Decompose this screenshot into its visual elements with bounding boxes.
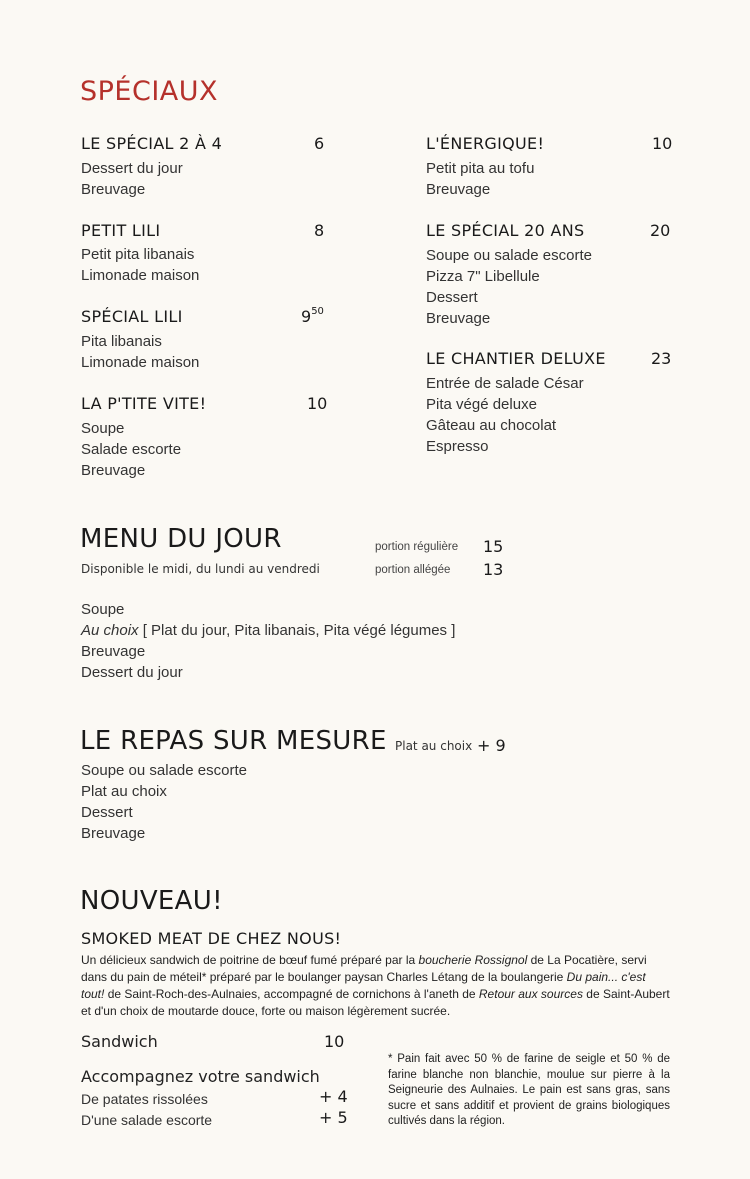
item-price: 10 [307, 394, 328, 413]
smoked-meat-title: SMOKED MEAT DE CHEZ NOUS! [81, 929, 342, 948]
item-title: LE SPÉCIAL 20 ANS [426, 221, 585, 240]
section-title-repas-sur-mesure: LE REPAS SUR MESURE [80, 726, 387, 756]
item-title: SPÉCIAL LILI [81, 307, 183, 326]
portion-light-label: portion allégée [375, 564, 451, 576]
item-title: LE CHANTIER DELUXE [426, 349, 606, 368]
item-description: Petit pita au tofu Breuvage [426, 160, 535, 198]
portion-light-price: 13 [483, 560, 504, 579]
item-title: L'ÉNERGIQUE! [426, 134, 545, 153]
sandwich-label: Sandwich [81, 1032, 158, 1051]
menu-du-jour-content: Soupe Au choix [ Plat du jour, Pita libanais, Pita végé légumes ] Breuvage Dessert du jour [81, 601, 456, 681]
bread-footnote: * Pain fait avec 50 % de farine de seigle et 50 % de farine blanche non blanchie, moulue sur pierre à la Seigneurie des Aulnaies. Le pain est sans gras, sans sucre et sans additif et provient de grains biologiques cultivés dans la région. [388, 1053, 670, 1127]
sandwich-price: 10 [324, 1032, 345, 1051]
smoked-meat-description: Un délicieux sandwich de poitrine de bœuf fumé préparé par la boucherie Rossignol de La Pocatière, servi dans du pain de méteil* préparé par le boulanger paysan Charles Létang de la boulangerie Du pain... c'est tout! de Saint-Roch-des-Aulnaies, accompagné de cornichons à l'aneth de Retour aux sources de Saint-Aubert et d'un choix de moutarde douce, forte ou maison légèrement sucrée. [81, 953, 670, 1018]
item-price: 8 [314, 221, 325, 240]
menu-du-jour-availability: Disponible le midi, du lundi au vendredi [81, 562, 320, 576]
item-description: Pita libanais Limonade maison [81, 333, 200, 371]
item-title: PETIT LILI [81, 221, 161, 240]
plat-au-choix-label: Plat au choix [395, 739, 473, 753]
item-description: Soupe Salade escorte Breuvage [81, 420, 182, 479]
accompaniment-price: + 5 [319, 1108, 348, 1127]
portion-regular-price: 15 [483, 537, 504, 556]
accompaniment-price: + 4 [319, 1087, 348, 1106]
item-price: 20 [650, 221, 671, 240]
item-title: LA P'TITE VITE! [81, 394, 207, 413]
section-title-nouveau: NOUVEAU! [80, 886, 223, 916]
accompaniment-item: D'une salade escorte [81, 1112, 213, 1128]
item-price: 10 [652, 134, 673, 153]
section-title-menu-du-jour: MENU DU JOUR [80, 524, 282, 554]
item-description: Soupe ou salade escorte Pizza 7" Libellule Dessert Breuvage [426, 247, 592, 327]
item-description: Dessert du jour Breuvage [81, 160, 183, 198]
repas-content: Soupe ou salade escorte Plat au choix Dessert Breuvage [81, 762, 247, 842]
item-price: 6 [314, 134, 325, 153]
item-description: Entrée de salade César Pita végé deluxe Gâteau au chocolat Espresso [426, 375, 584, 455]
portion-regular-label: portion régulière [375, 541, 459, 553]
item-description: Petit pita libanais Limonade maison [81, 246, 200, 284]
item-price: 23 [651, 349, 672, 368]
accompaniment-title: Accompagnez votre sandwich [81, 1067, 320, 1086]
plat-au-choix-price: + 9 [477, 736, 506, 755]
item-price: $9^{50}$ [301, 306, 324, 326]
section-title-speciaux: SPÉCIAUX [80, 76, 219, 107]
item-title: LE SPÉCIAL 2 À 4 [81, 134, 223, 153]
accompaniment-item: De patates rissolées [81, 1091, 208, 1107]
